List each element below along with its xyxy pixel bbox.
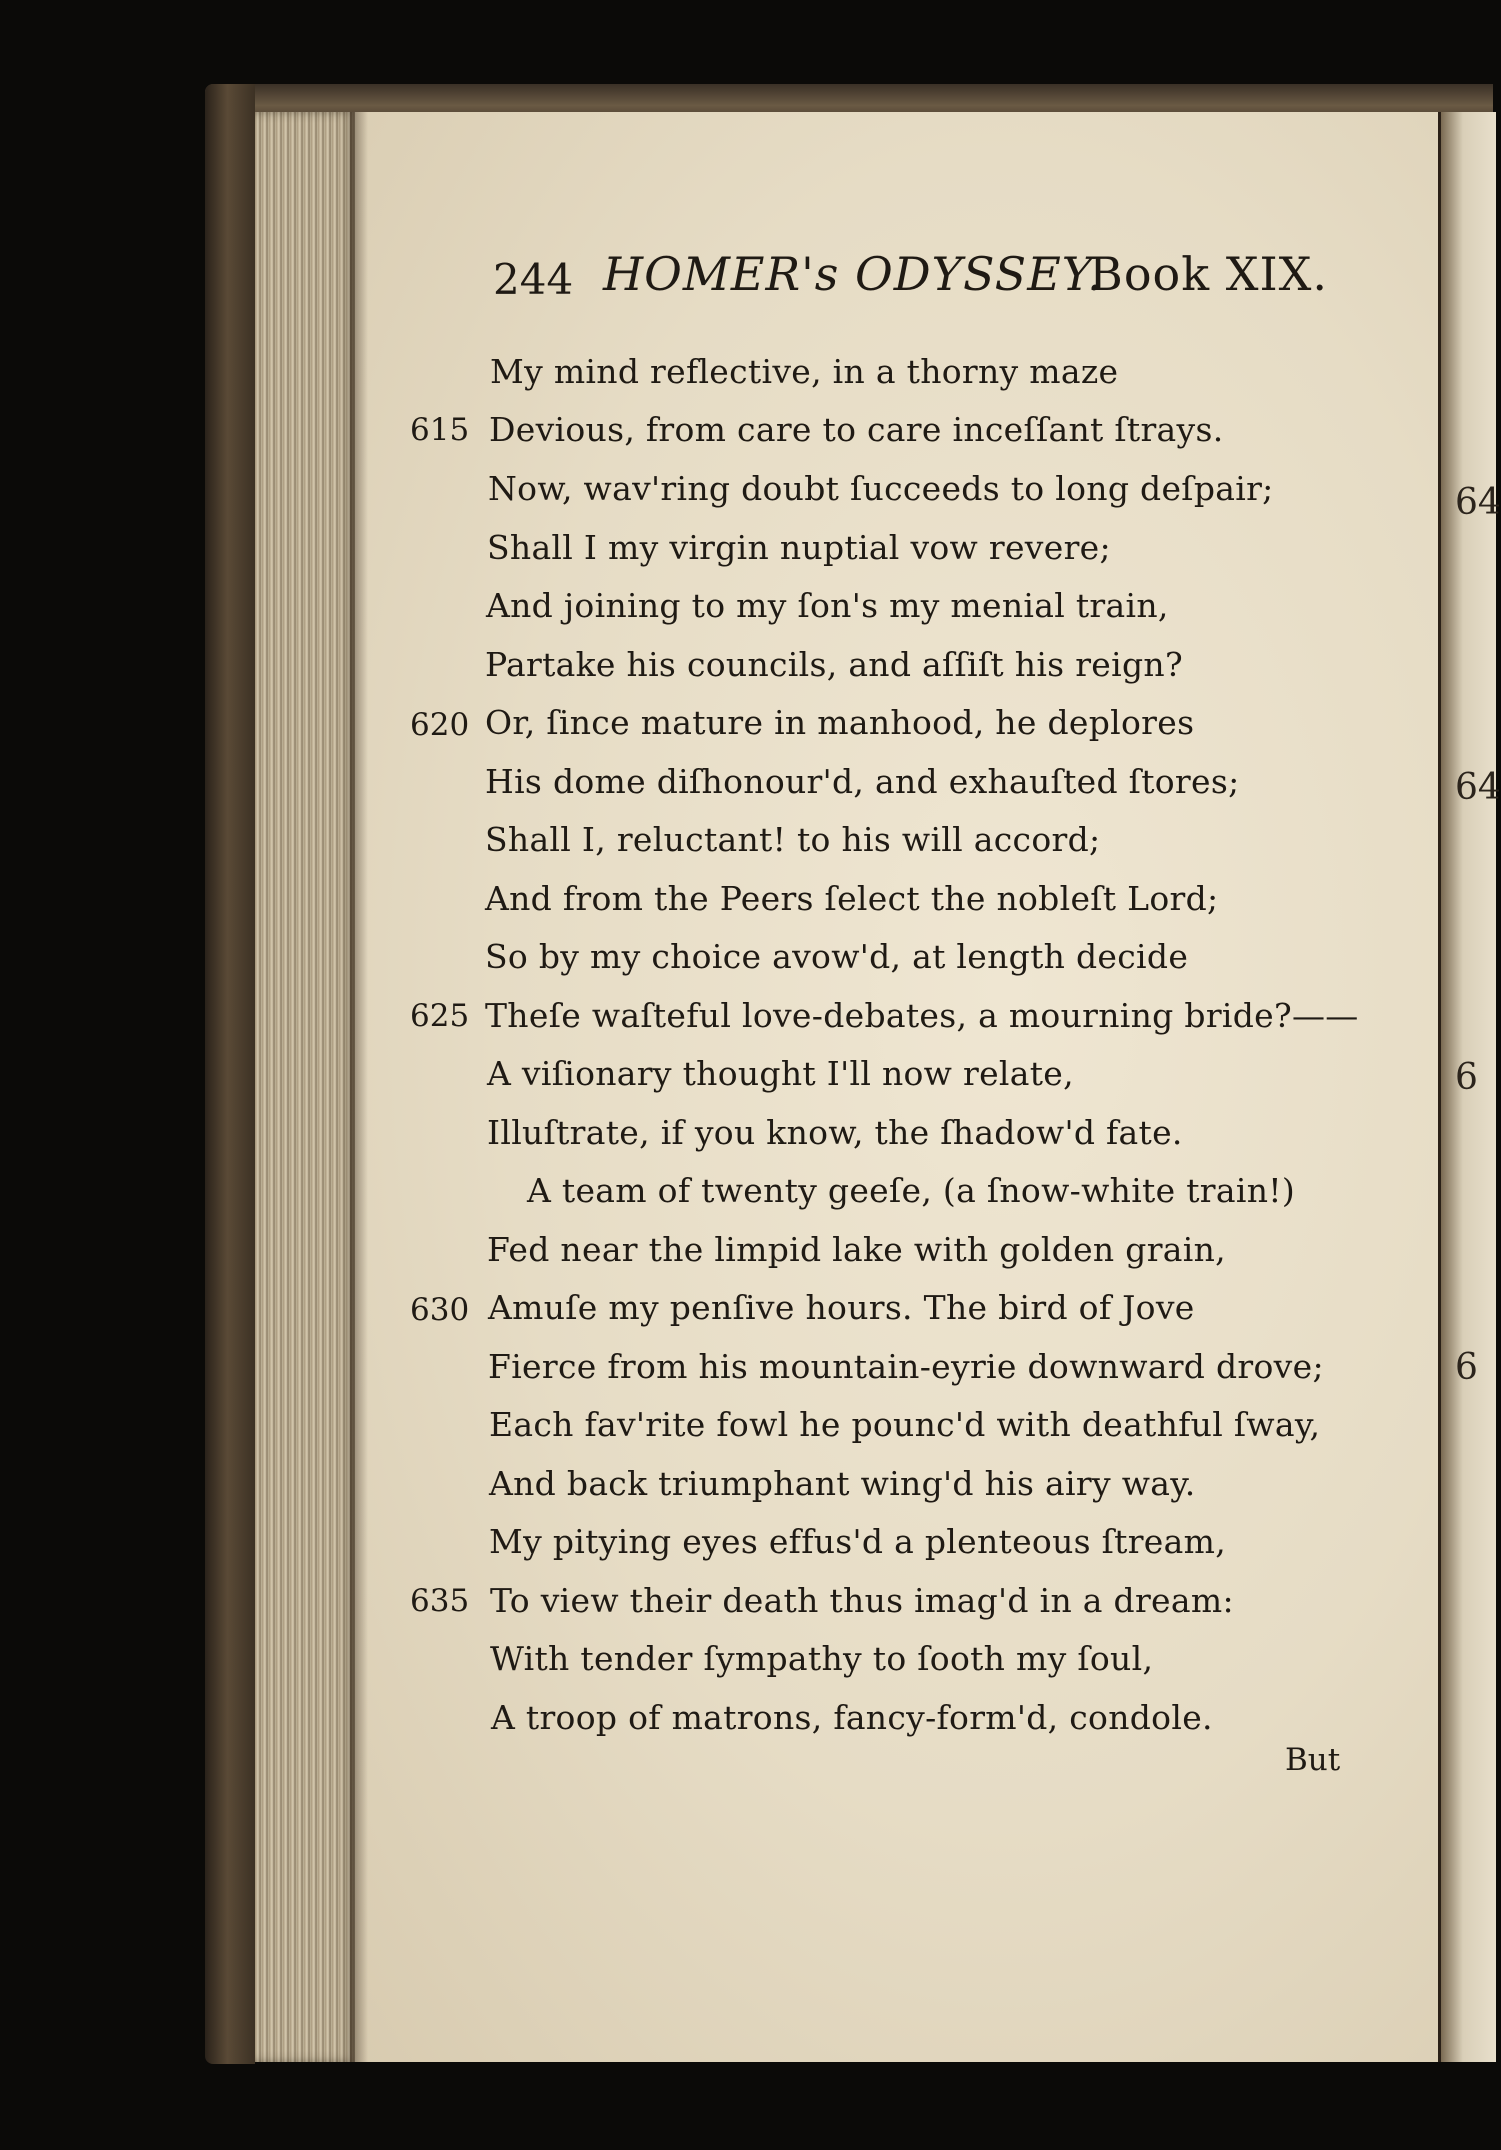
verse-line: And joining to my ſon's my menial train,	[486, 586, 1169, 625]
line-number: 615	[410, 412, 470, 448]
catchword: But	[1285, 1742, 1341, 1778]
left-page	[355, 112, 1440, 2062]
verse-line: A troop of matrons, fancy-form'd, condole.	[491, 1698, 1213, 1737]
gutter-shadow	[350, 112, 368, 2062]
page-number: 244	[493, 255, 574, 304]
verse-line: Theſe waſteful love-debates, a mourning bride?——	[485, 996, 1359, 1035]
line-number: 625	[410, 998, 470, 1034]
running-header	[493, 247, 1328, 317]
verse-line: Illuſtrate, if you know, the ſhadow'd fate.	[487, 1113, 1183, 1152]
verse-line: A team of twenty geeſe, (a ſnow-white train!)	[527, 1171, 1295, 1210]
facing-page-edge	[1438, 112, 1501, 2062]
verse-line: Partake his councils, and aſſiſt his reign?	[485, 645, 1183, 684]
verse-line: To view their death thus imag'd in a dream:	[490, 1581, 1234, 1620]
verse-line: My mind reflective, in a thorny maze	[490, 352, 1119, 391]
book-cover-spine	[205, 84, 255, 2064]
verse-line: A viſionary thought I'll now relate,	[487, 1054, 1074, 1093]
running-title: HOMER's ODYSSEY.	[603, 247, 1103, 301]
line-number: 635	[410, 1583, 470, 1619]
verse-line: Shall I my virgin nuptial vow revere;	[487, 528, 1111, 567]
verse-line: Fierce from his mountain-eyrie downward drove;	[488, 1347, 1324, 1386]
facing-line-number: 6	[1455, 1057, 1478, 1098]
verse-line: And from the Peers ſelect the nobleſt Lord;	[485, 879, 1219, 918]
verse-line: Amuſe my penſive hours. The bird of Jove	[488, 1288, 1195, 1327]
page-edges	[255, 112, 355, 2062]
verse-line: Now, wav'ring doubt ſucceeds to long deſpair;	[488, 469, 1274, 508]
verse-line: With tender ſympathy to ſooth my ſoul,	[490, 1639, 1154, 1678]
verse-line: Or, ſince mature in manhood, he deplores	[485, 703, 1195, 742]
verse-line: His dome diſhonour'd, and exhauſted ſtores;	[485, 762, 1240, 801]
verse-line: My pitying eyes effus'd a plenteous ſtream,	[489, 1522, 1226, 1561]
line-number: 630	[410, 1292, 470, 1328]
facing-line-number: 64	[1455, 767, 1501, 808]
verse-line: Each fav'rite fowl he pounc'd with deathful ſway,	[489, 1405, 1321, 1444]
verse-line: And back triumphant wing'd his airy way.	[489, 1464, 1196, 1503]
verse-line: Fed near the limpid lake with golden grain,	[487, 1230, 1226, 1269]
facing-line-number: 6	[1455, 1347, 1478, 1388]
book-label: Book XIX.	[1089, 247, 1328, 301]
facing-line-number: 64	[1455, 482, 1501, 523]
verse-line: Devious, from care to care inceſſant ſtrays.	[489, 410, 1224, 449]
verse-line: Shall I, reluctant! to his will accord;	[485, 820, 1101, 859]
verse-line: So by my choice avow'd, at length decide	[485, 937, 1189, 976]
line-number: 620	[410, 707, 470, 743]
